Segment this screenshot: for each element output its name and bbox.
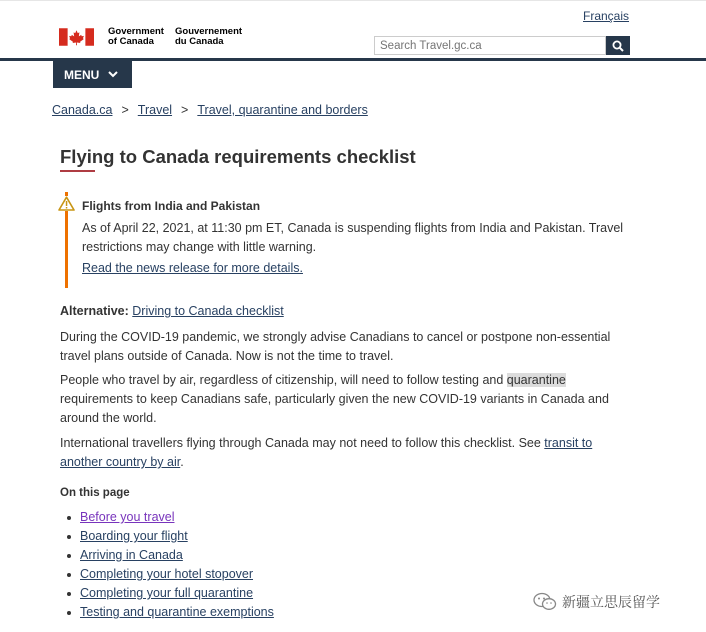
para2-text-start: People who travel by air, regardless of citizenship, will need to follow testing and (60, 373, 507, 387)
toc-full-quarantine-link[interactable]: Completing your full quarantine (80, 586, 254, 600)
search-input[interactable] (374, 36, 606, 55)
alternative-label: Alternative: (60, 304, 129, 318)
alternative-line (60, 302, 625, 321)
title-underline (60, 170, 95, 172)
alert-title: Flights from India and Pakistan (82, 199, 261, 213)
menu-button[interactable] (53, 61, 132, 88)
alert-text: As of April 22, 2021, at 11:30 pm ET, Canada is suspending flights from India and Pakistan. Travel restrictions may change with little warning. (82, 221, 624, 254)
search-icon (612, 40, 624, 52)
watermark (533, 592, 660, 612)
wechat-icon (533, 592, 557, 612)
watermark-text: 新疆立思辰留学 (562, 595, 660, 611)
toc-arriving-link[interactable]: Arriving in Canada (80, 548, 183, 562)
news-release-link[interactable]: Read the news release for more details. (82, 261, 303, 275)
transit-paragraph (60, 434, 618, 472)
signature-french (175, 27, 242, 47)
toc-before-you-travel-link[interactable]: Before you travel (80, 510, 175, 524)
toc-boarding-link[interactable]: Boarding your flight (80, 529, 188, 543)
warning-icon (58, 196, 75, 211)
list-item (80, 546, 274, 565)
transit-link[interactable]: transit to another country by air (60, 436, 593, 469)
testing-requirements-paragraph (60, 371, 620, 428)
chevron-down-icon (108, 71, 118, 78)
list-item (80, 603, 274, 622)
language-toggle-link[interactable]: Français (583, 9, 630, 23)
para3-text: International travellers flying through Canada may not need to follow this checklist. See (60, 436, 545, 450)
list-item (80, 565, 274, 584)
search-button[interactable] (606, 36, 630, 55)
toc-exemptions-link[interactable]: Testing and quarantine exemptions (80, 605, 274, 619)
top-border (0, 0, 706, 1)
signature-english (108, 27, 164, 47)
signature-fr-line1: Gouvernement (175, 26, 243, 37)
list-item (80, 527, 274, 546)
list-item (80, 508, 274, 527)
driving-checklist-link[interactable]: Driving to Canada checklist (132, 304, 284, 318)
signature-fr-line2: du Canada (175, 36, 224, 47)
covid-advisory-paragraph: During the COVID-19 pandemic, we strongly advise Canadians to cancel or postpone non-essential travel plans outside of Canada. Now is not the time to travel. (60, 330, 611, 363)
highlighted-word: quarantine (506, 373, 566, 387)
on-this-page-list (80, 508, 274, 622)
signature-en-line1: Government (108, 26, 164, 37)
para3-period: . (180, 455, 184, 469)
menu-label: MENU (64, 67, 100, 82)
page-title: Flying to Canada requirements checklist (60, 146, 416, 167)
list-item (80, 584, 274, 603)
breadcrumb (52, 103, 368, 117)
breadcrumb-separator: > (121, 103, 129, 117)
signature-en-line2: of Canada (108, 36, 154, 47)
breadcrumb-travel[interactable]: Travel (137, 103, 173, 117)
canada-flag-icon (59, 28, 94, 46)
toc-hotel-stopover-link[interactable]: Completing your hotel stopover (80, 567, 254, 581)
para2-text-end: requirements to keep Canadians safe, particularly given the new COVID-19 variants in Canada and around the world. (60, 392, 609, 425)
breadcrumb-travel-quarantine-borders[interactable]: Travel, quarantine and borders (197, 103, 368, 117)
breadcrumb-canada[interactable]: Canada.ca (52, 103, 113, 117)
breadcrumb-separator: > (181, 103, 189, 117)
on-this-page-heading: On this page (60, 487, 130, 499)
